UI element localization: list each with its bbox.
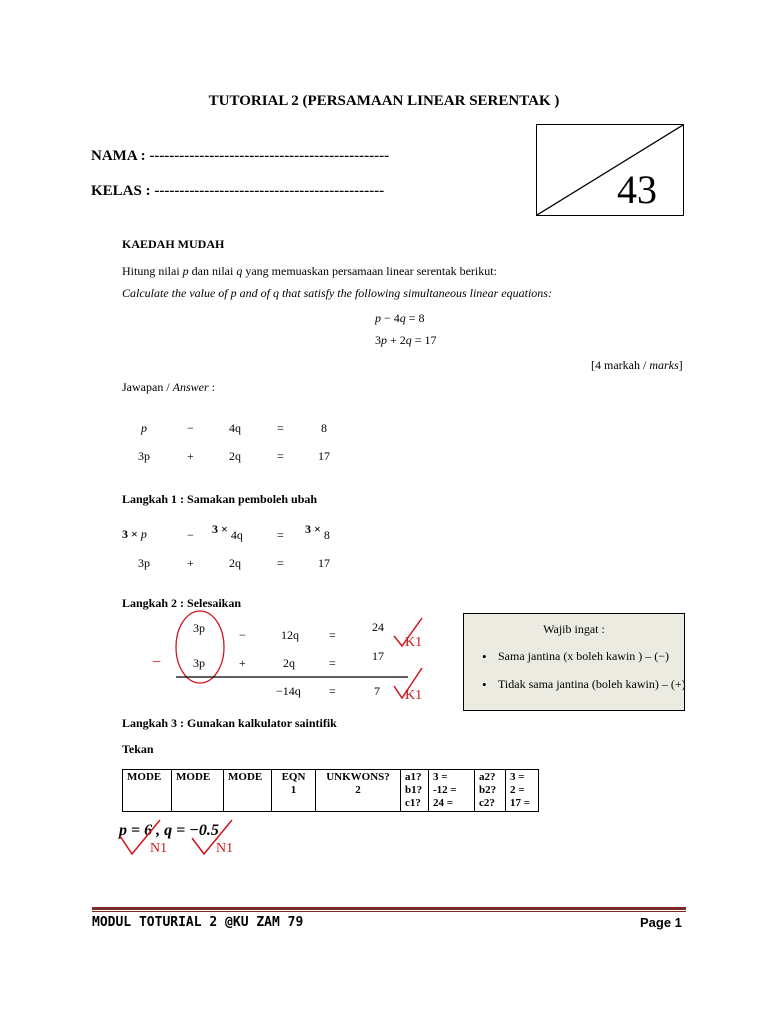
footer-rule-thick xyxy=(92,907,686,910)
sys-r1-c2: − xyxy=(187,421,194,435)
section-heading: KAEDAH MUDAH xyxy=(122,237,225,251)
s2-r3-c2: = xyxy=(329,684,336,698)
calc-cell-6: a1? b1? c1? xyxy=(401,770,429,812)
footer-title: MODUL TOTURIAL 2 @KU ZAM 79 xyxy=(92,915,304,930)
score-diagonal xyxy=(537,125,683,215)
sys-r2-c4: = xyxy=(277,449,284,463)
calc-cell-2: MODE xyxy=(172,770,224,812)
k1-mark-1: K1 xyxy=(405,635,423,650)
kelas-label: KELAS : ---------------------------------------------- xyxy=(91,183,385,199)
s1-r1-c2: − xyxy=(187,528,194,542)
sys-r1-c4: = xyxy=(277,421,284,435)
calculator-key-table xyxy=(122,769,539,812)
instruction-malay: Hitung nilai p dan nilai q yang memuaskan persamaan linear serentak berikut: xyxy=(122,264,497,278)
s1-r2-c5: 17 xyxy=(318,556,330,570)
s1-r2-c4: = xyxy=(277,556,284,570)
page-number: Page 1 xyxy=(640,915,682,930)
calc-cell-5: UNKWONS? 2 xyxy=(316,770,401,812)
s1-r2-c3: 2q xyxy=(229,556,241,570)
s2-r1-c4: = xyxy=(329,628,336,642)
s1-r2-c1: 3p xyxy=(138,556,150,570)
reminder-heading: Wajib ingat : xyxy=(543,622,605,636)
s2-r3-c1: −14q xyxy=(276,684,301,698)
s2-r1-c1: 3p xyxy=(193,621,205,635)
s2-r3-c3: 7 xyxy=(374,684,380,698)
calc-cell-7: 3 = -12 = 24 = xyxy=(429,770,475,812)
n1-mark-1: N1 xyxy=(150,841,168,856)
sys-r2-c5: 17 xyxy=(318,449,330,463)
equation-1: p − 4q = 8 xyxy=(375,311,425,325)
s2-r2-c3: 2q xyxy=(283,656,295,670)
tekan-label: Tekan xyxy=(122,742,154,756)
instruction-english: Calculate the value of p and of q that satisfy the following simultaneous linear equations: xyxy=(122,286,552,300)
s2-r2-c4: = xyxy=(329,656,336,670)
s2-r2-c1: 3p xyxy=(193,656,205,670)
s1-r1-c5: 3 × 8 xyxy=(305,522,330,542)
answer-label: Jawapan / Answer : xyxy=(122,380,215,394)
sys-r1-c1: p xyxy=(141,421,147,435)
s2-r1-c5: 24 xyxy=(372,620,384,634)
score-value: 43 xyxy=(617,167,657,212)
calc-cell-4: EQN 1 xyxy=(272,770,316,812)
marks-label: [4 markah / marks] xyxy=(591,358,683,372)
s2-r2-c2: + xyxy=(239,656,246,670)
sys-r1-c5: 8 xyxy=(321,421,327,435)
s1-r1-c3: 3 × 4q xyxy=(212,522,243,542)
calc-cell-1: MODE xyxy=(123,770,172,812)
s2-r1-c3: 12q xyxy=(281,628,299,642)
s1-r1-c1: 3 × p xyxy=(122,527,147,541)
step-2-heading: Langkah 2 : Selesaikan xyxy=(122,596,242,610)
n1-mark-2: N1 xyxy=(216,841,234,856)
s1-r1-c4: = xyxy=(277,528,284,542)
step-3-heading: Langkah 3 : Gunakan kalkulator saintifik xyxy=(122,716,337,730)
calc-cell-3: MODE xyxy=(224,770,272,812)
equation-2: 3p + 2q = 17 xyxy=(375,333,437,347)
page-title: TUTORIAL 2 (PERSAMAAN LINEAR SERENTAK ) xyxy=(208,93,560,109)
sys-r2-c1: 3p xyxy=(138,449,150,463)
footer-rule-thin xyxy=(92,911,686,912)
s2-r1-c2: − xyxy=(239,628,246,642)
sys-r2-c2: + xyxy=(187,449,194,463)
score-box xyxy=(536,124,684,216)
sys-r1-c3: 4q xyxy=(229,421,241,435)
reminder-box: Wajib ingat : Sama jantina (x boleh kawin ) – (−) Tidak sama jantina (boleh kawin) – (+) xyxy=(463,613,685,711)
step-1-heading: Langkah 1 : Samakan pemboleh ubah xyxy=(122,492,318,506)
calc-cell-8: a2? b2? c2? xyxy=(475,770,506,812)
nama-label: NAMA : ------------------------------------------------ xyxy=(91,148,390,164)
sys-r2-c3: 2q xyxy=(229,449,241,463)
calc-cell-9: 3 = 2 = 17 = xyxy=(506,770,539,812)
minus-sign: − xyxy=(152,654,162,671)
final-answer: p = 6 , q = −0.5 xyxy=(119,822,219,839)
k1-mark-2: K1 xyxy=(405,688,423,703)
s2-r2-c5: 17 xyxy=(372,649,384,663)
s1-r2-c2: + xyxy=(187,556,194,570)
